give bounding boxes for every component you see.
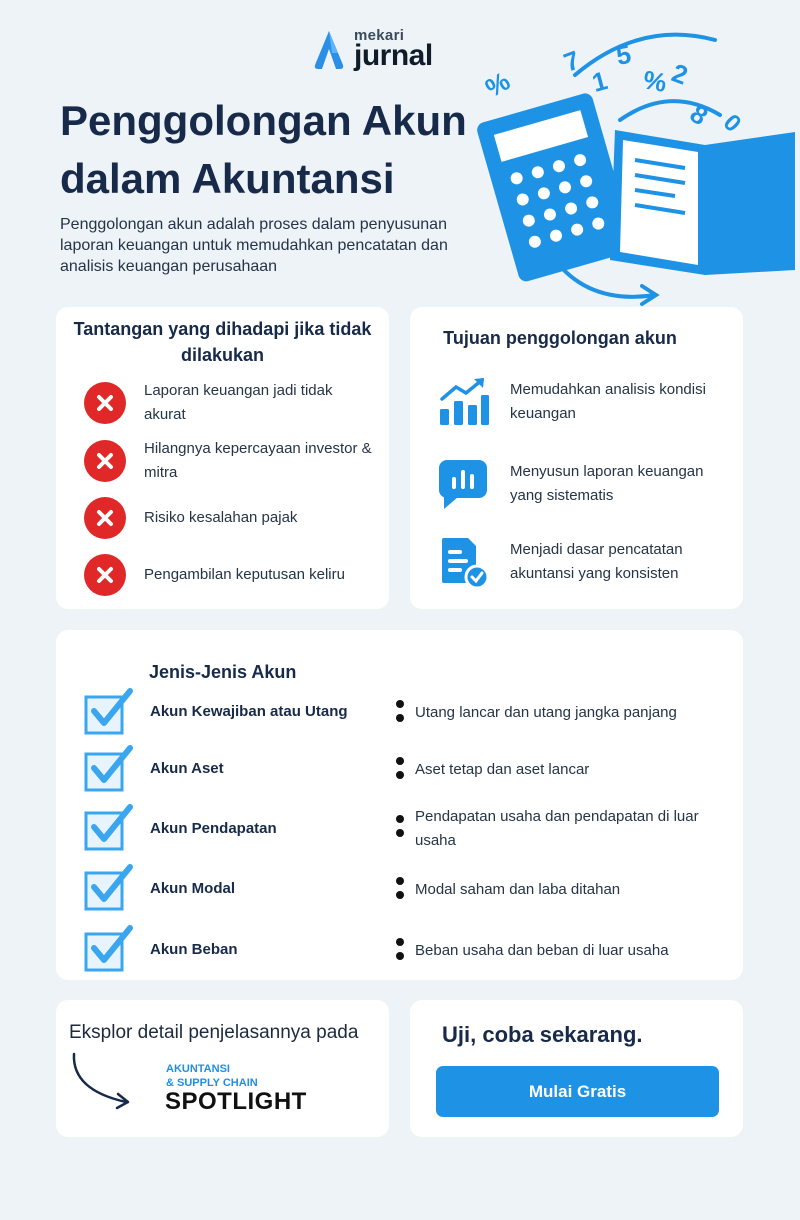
explore-text: Eksplor detail penjelasannya pada [69,1022,359,1043]
cta-title: Uji, coba sekarang. [442,1022,643,1047]
account-type-row [84,863,734,913]
open-book-icon [610,130,795,275]
account-type-desc: Pendapatan usaha dan pendapatan di luar usaha [415,808,699,849]
hero-symbol: 7 [559,44,584,78]
spotlight-subtitle[interactable]: AKUNTANSI & SUPPLY CHAIN [166,1063,258,1089]
challenges-card [56,307,389,609]
start-free-button[interactable]: Mulai Gratis [436,1066,719,1117]
challenge-item [84,497,384,539]
bullet-dots [396,757,404,785]
spotlight-logo-text[interactable]: SPOTLIGHT [165,1088,307,1115]
account-type-row [84,803,734,853]
account-type-desc: Modal saham dan laba ditahan [415,881,621,898]
x-mark-icon [84,382,126,424]
brand-big-text: jurnal [354,39,433,72]
goals-card [410,307,743,609]
account-type-desc: Utang lancar dan utang jangka panjang [415,704,677,721]
bullet-dots [396,815,404,843]
calculator-book-illustration [470,20,800,310]
bullet-dots [396,700,404,728]
cta-card [410,1000,743,1137]
checkbox-checked-icon [84,687,134,737]
account-type-name: Akun Aset [150,760,224,777]
challenge-text: Hilangnya kepercayaan investor & mitra [144,440,372,481]
goal-item [436,535,736,589]
x-mark-icon [84,554,126,596]
document-check-icon [436,535,490,589]
account-type-name: Akun Beban [150,941,238,958]
account-type-row [84,687,734,737]
intro-paragraph: Penggolongan akun adalah proses dalam penyusunan laporan keuangan untuk memudahkan pencatatan dan analisis keuangan perusahaan [60,216,448,275]
account-types-heading: Jenis-Jenis Akun [149,662,297,682]
goals-heading: Tujuan penggolongan akun [443,328,677,348]
challenge-text: Laporan keuangan jadi tidak akurat [144,382,333,423]
hero-symbol: % [480,65,516,104]
bullet-dots [396,938,404,966]
mekari-logo-icon [312,29,346,71]
chart-chat-icon [436,457,490,511]
curved-arrow-icon [66,1050,136,1120]
account-type-row [84,924,734,974]
hero-symbol: 0 [717,109,747,138]
account-type-name: Akun Kewajiban atau Utang [150,703,348,720]
brand-logo[interactable] [312,28,433,71]
account-types-card [56,630,743,980]
hero-symbol: % [640,64,669,98]
explore-card[interactable] [56,1000,389,1137]
checkbox-checked-icon [84,924,134,974]
goal-text: Menjadi dasar pencatatan akuntansi yang konsisten [510,541,683,582]
hero-symbol: 2 [667,57,692,91]
challenge-item [84,437,384,485]
x-mark-icon [84,440,126,482]
goal-item [436,457,736,511]
checkbox-checked-icon [84,744,134,794]
brand-small-text: mekari [354,27,405,44]
account-type-desc: Beban usaha dan beban di luar usaha [415,942,669,959]
goal-item [436,375,736,429]
account-type-row [84,744,734,794]
checkbox-checked-icon [84,803,134,853]
challenge-item [84,379,384,427]
bullet-dots [396,877,404,905]
goal-text: Memudahkan analisis kondisi keuangan [510,381,706,422]
checkbox-checked-icon [84,863,134,913]
x-mark-icon [84,497,126,539]
growth-chart-icon [436,375,490,429]
goal-text: Menyusun laporan keuangan yang sistematis [510,463,704,504]
challenge-text: Risiko kesalahan pajak [144,509,298,526]
page-title: Penggolongan Akun dalam Akuntansi [60,97,467,202]
hero-symbol: 5 [613,38,634,71]
challenges-heading: Tantangan yang dihadapi jika tidak dilakukan [73,319,372,366]
challenge-item [84,554,384,596]
account-type-name: Akun Modal [150,880,235,897]
challenge-text: Pengambilan keputusan keliru [144,566,345,583]
account-type-name: Akun Pendapatan [150,820,277,837]
hero-symbol: 8 [684,98,714,132]
account-type-desc: Aset tetap dan aset lancar [415,761,590,778]
hero-symbol: 1 [588,65,611,98]
